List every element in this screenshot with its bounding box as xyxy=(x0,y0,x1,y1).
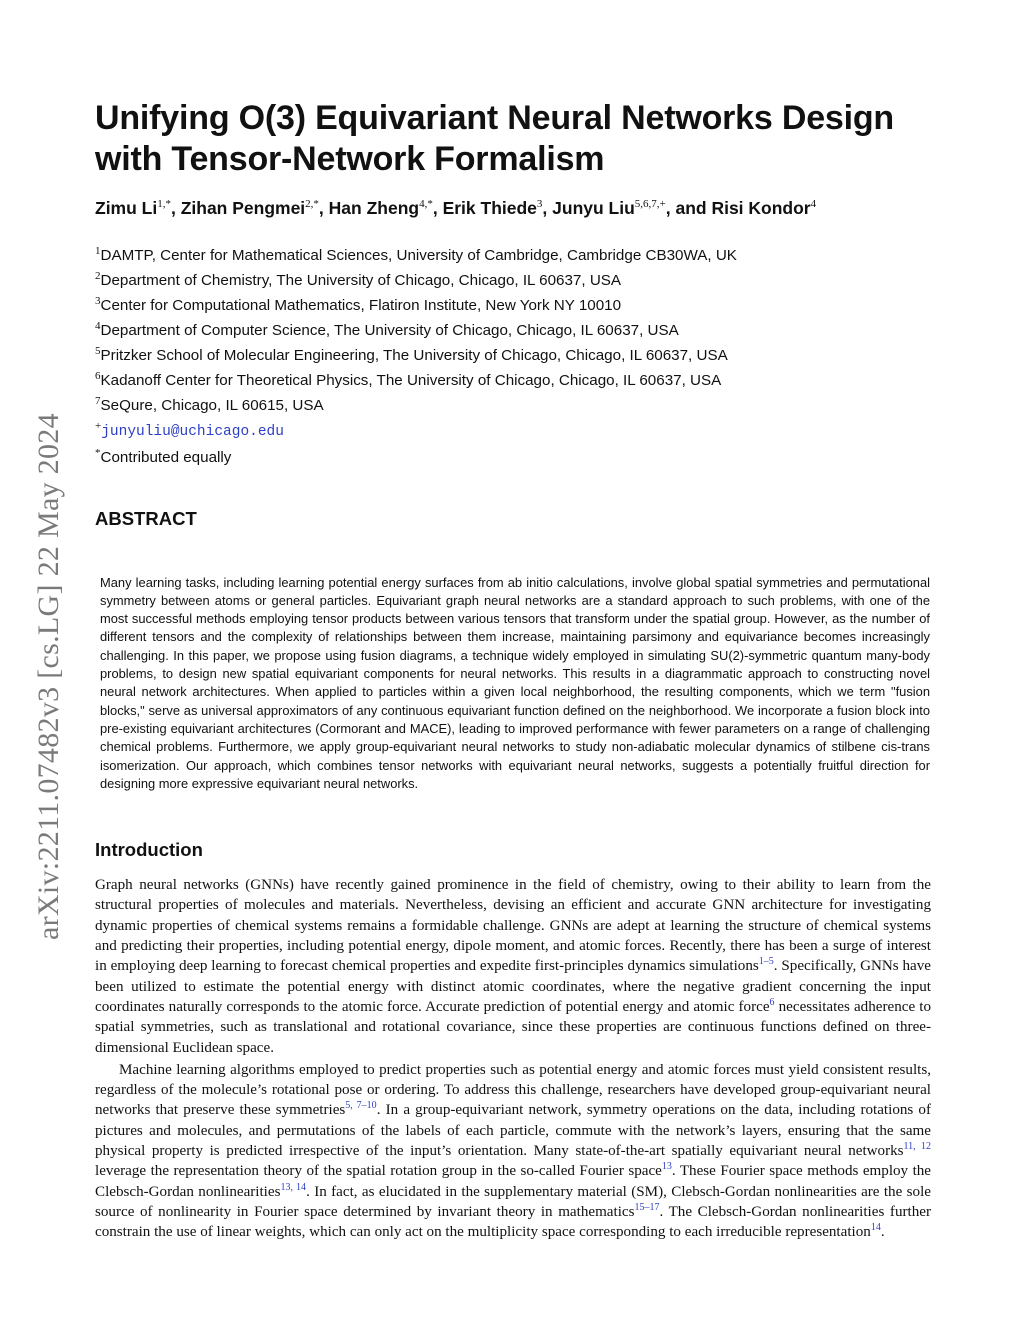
paragraph-text: Graph neural networks (GNNs) have recently gained prominence in the field of chemistry, owing to their ability to learn from the structural properties of molecules and materials. Nevertheless, devising an efficient and accurate GNN architecture for investigating dynamic properties of chemical systems remains a formidable challenge. GNNs are adept at learning the structure of chemical systems and predicting their properties, including potential energy, dipole moment, and atomic forces. Recently, there has been a surge of interest in employing deep learning to forecast chemical properties and expedite first-principles dynamics simulations xyxy=(95,877,931,975)
citation-link[interactable]: 14 xyxy=(870,1222,881,1234)
paper-page xyxy=(95,98,931,1242)
affiliation-text: SeQure, Chicago, IL 60615, USA xyxy=(100,397,324,415)
author-affiliation-mark: 4 xyxy=(810,198,817,211)
author-name: Erik Thiede xyxy=(442,198,537,218)
affiliation-mark: 6 xyxy=(95,370,101,383)
affiliation-text: Center for Computational Mathematics, Flatiron Institute, New York NY 10010 xyxy=(100,297,622,315)
contact-email-line xyxy=(95,416,931,442)
citation-link[interactable]: 5, 7–10 xyxy=(345,1100,377,1112)
contact-email-link[interactable]: junyuliu@uchicago.edu xyxy=(101,424,284,441)
introduction-heading: Introduction xyxy=(95,839,203,861)
citation-link[interactable]: 13 xyxy=(661,1161,672,1173)
citation-link[interactable]: 11, 12 xyxy=(903,1140,931,1152)
affiliation-text: Department of Chemistry, The University of Chicago, Chicago, IL 60637, USA xyxy=(100,272,622,290)
affiliation-line xyxy=(95,291,931,316)
author-affiliation-mark: 2,* xyxy=(305,198,319,211)
author-separator: , xyxy=(170,198,181,218)
email-mark: + xyxy=(95,420,102,433)
author-affiliation-mark: 3 xyxy=(536,198,543,211)
author-separator: , xyxy=(318,198,329,218)
paragraph-text: Machine learning algorithms employed to predict properties such as potential energy and atomic forces must yield consistent results, regardless of the molecule’s rotational pose or ordering. To address this challenge, researchers have developed group-equivariant neural networks that preserve these symmetries xyxy=(95,1061,931,1119)
affiliation-mark: 2 xyxy=(95,270,101,283)
affiliation-line xyxy=(95,341,931,366)
affiliation-line xyxy=(95,391,931,416)
intro-paragraph-1 xyxy=(95,875,931,1058)
title-line-1: Unifying O(3) Equivariant Neural Networks Design xyxy=(95,99,894,137)
author-separator: , and xyxy=(665,198,712,218)
citation-link[interactable]: 6 xyxy=(769,996,775,1008)
affiliation-line xyxy=(95,266,931,291)
affiliation-line xyxy=(95,366,931,391)
affiliation-line xyxy=(95,241,931,266)
affiliation-mark: 3 xyxy=(95,295,101,308)
author-list xyxy=(95,198,931,219)
affiliation-mark: 4 xyxy=(95,320,101,333)
citation-link[interactable]: 1–5 xyxy=(758,956,774,968)
affiliation-mark: 5 xyxy=(95,345,101,358)
author-name: Zihan Pengmei xyxy=(180,198,306,218)
paragraph-text: necessitates adherence to spatial symmetries, such as translational and rotational covariance, since these properties are continuous functions defined on three-dimensional Euclidean space. xyxy=(95,998,931,1056)
paragraph-text: . Specifically, GNNs have been utilized to estimate the potential energy with distinct atomic coordinates, where the negative gradient concerning the input coordinates naturally corresponds to the atomic force. Accurate prediction of potential energy and atomic force xyxy=(95,958,931,1015)
equal-note-text: Contributed equally xyxy=(100,448,232,466)
affiliation-text: Pritzker School of Molecular Engineering, The University of Chicago, Chicago, IL 60637, USA xyxy=(100,347,728,365)
author-name: Risi Kondor xyxy=(711,198,811,218)
author-separator: , xyxy=(542,198,553,218)
equal-mark: * xyxy=(95,446,101,459)
paragraph-text: . xyxy=(880,1224,885,1241)
citation-link[interactable]: 15–17 xyxy=(634,1201,660,1213)
citation-link[interactable]: 13, 14 xyxy=(280,1181,307,1193)
affiliation-mark: 7 xyxy=(95,395,101,408)
paragraph-text: . The Clebsch-Gordan nonlinearities further constrain the use of linear weights, which can only act on the multiplicity space corresponding to each irreducible representation xyxy=(95,1203,931,1241)
paragraph-text: . These Fourier space methods employ the Clebsch-Gordan nonlinearities xyxy=(95,1163,932,1200)
affiliation-text: Kadanoff Center for Theoretical Physics, The University of Chicago, Chicago, IL 60637, USA xyxy=(100,372,722,390)
paper-title xyxy=(95,98,931,180)
author-affiliation-mark: 1,* xyxy=(157,198,171,211)
title-line-2: with Tensor-Network Formalism xyxy=(95,140,605,178)
author-affiliation-mark: 5,6,7,+ xyxy=(634,198,666,211)
author-name: Zimu Li xyxy=(95,198,158,218)
affiliation-text: DAMTP, Center for Mathematical Sciences, University of Cambridge, Cambridge CB30WA, UK xyxy=(100,247,737,265)
affiliation-mark: 1 xyxy=(95,245,101,257)
paragraph-text: . In a group-equivariant network, symmetry operations on the data, including rotations of pictures and molecules, and permutations of the labels of each particle, commute with the network’s layers, ensuring that the same physical property is predicted irrespective of the input’s orientation. Many state-of-the-art spatially equivariant neural networks xyxy=(95,1102,932,1159)
affiliation-line xyxy=(95,316,931,341)
author-name: Han Zheng xyxy=(328,198,420,218)
author-affiliation-mark: 4,* xyxy=(419,198,433,211)
author-name: Junyu Liu xyxy=(552,198,635,218)
equal-contribution-note xyxy=(95,443,931,468)
affiliation-text: Department of Computer Science, The University of Chicago, Chicago, IL 60637, USA xyxy=(100,322,679,340)
intro-paragraph-2 xyxy=(95,1060,931,1243)
paragraph-text: . In fact, as elucidated in the supplementary material (SM), Clebsch-Gordan nonlinearities are the sole source of nonlinearity in Fourier space determined by invariant theory in mathematics xyxy=(95,1183,931,1220)
affiliation-list xyxy=(95,241,931,416)
abstract-heading: ABSTRACT xyxy=(95,507,197,529)
arxiv-identifier: arXiv:2211.07482v3 [cs.LG] 22 May 2024 xyxy=(32,413,65,940)
author-separator: , xyxy=(432,198,443,218)
abstract-text: Many learning tasks, including learning potential energy surfaces from ab initio calculations, involve global spatial symmetries and permutational symmetry between atoms or general particles. Equivariant graph neural networks are a standard approach to such problems, with one of the most successful methods employing tensor products between various tensors that transform under the spatial group. However, as the number of different tensors and the complexity of relationships between them increase, maintaining parsimony and equivariance becomes increasingly challenging. In this paper, we propose using fusion diagrams, a technique widely employed in simulating SU(2)-symmetric quantum many-body problems, to design new spatial equivariant components for neural networks. This results in a diagrammatic approach to constructing novel neural network architectures. When applied to particles within a given local neighborhood, the resulting components, which we term "fusion blocks," serve as universal approximators of any continuous equivariant function defined on the neighborhood. We incorporate a fusion block into pre-existing equivariant architectures (Cormorant and MACE), leading to improved performance with fewer parameters on a range of challenging chemical problems. Furthermore, we apply group-equivariant neural networks to study non-adiabatic molecular dynamics of stilbene cis-trans isomerization. Our approach, which combines tensor networks with equivariant neural networks, suggests a potentially fruitful direction for designing more expressive equivariant neural networks. xyxy=(100,574,930,791)
paragraph-text: leverage the representation theory of the spatial rotation group in the so-called Fourier space xyxy=(95,1163,662,1180)
